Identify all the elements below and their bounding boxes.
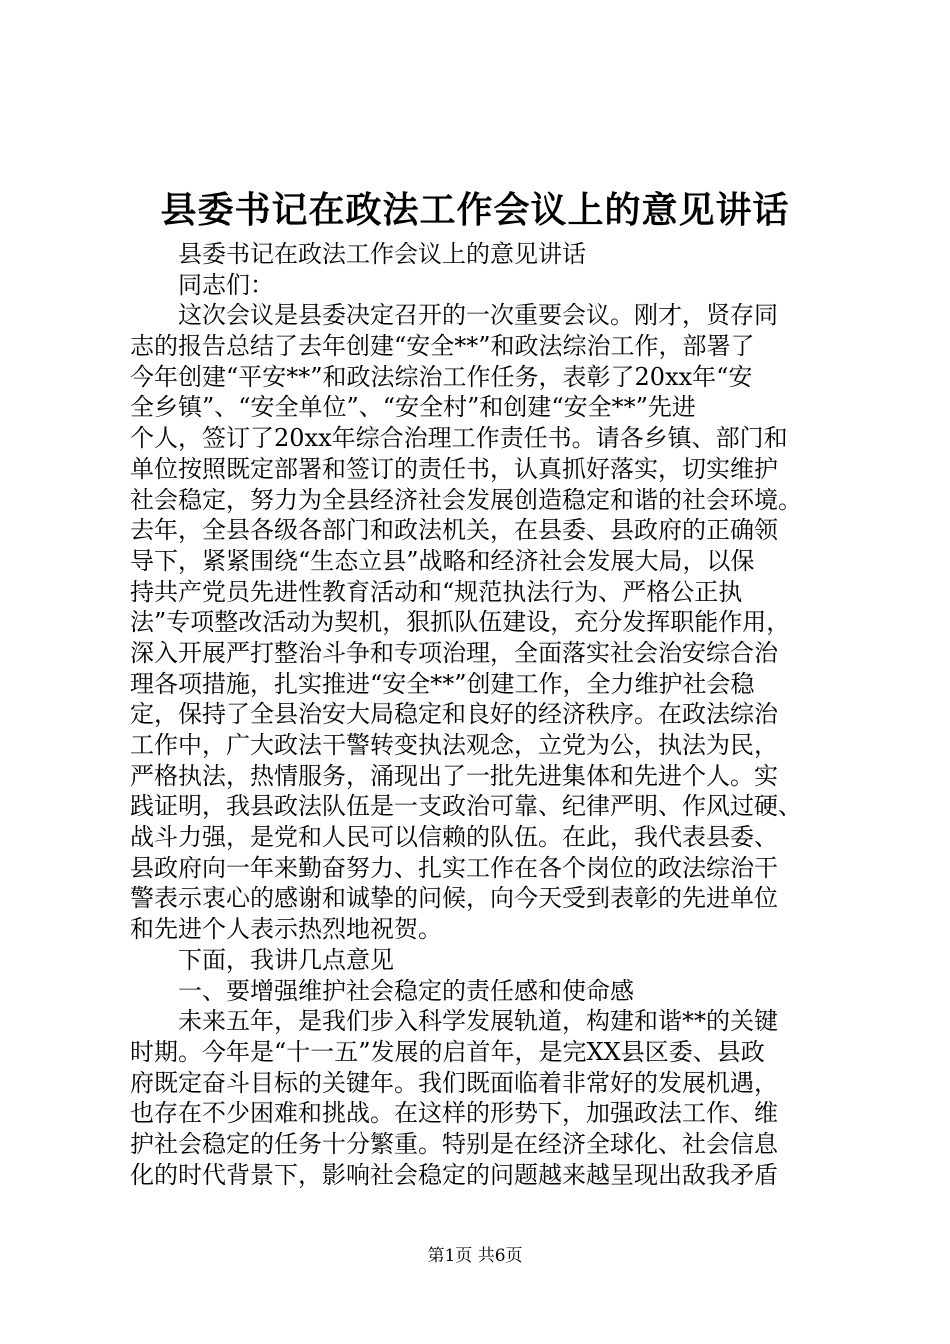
subtitle-line: 县委书记在政法工作会议上的意见讲话 (178, 240, 586, 268)
document-body (130, 239, 830, 1190)
paragraph-line: 法”专项整改活动为契机，狠抓队伍建设，充分发挥职能作用， (130, 608, 791, 637)
section-intro-line: 下面，我讲几点意见 (178, 945, 394, 974)
paragraph-line: 府既定奋斗目标的关键年。我们既面临着非常好的发展机遇， (130, 1068, 778, 1097)
paragraph-line: 践证明，我县政法队伍是一支政治可靠、纪律严明、作风过硬、 (130, 792, 802, 821)
paragraph-line: 导下，紧紧围绕“生态立县”战略和经济社会发展大局，以保 (130, 546, 755, 575)
paragraph-line: 县政府向一年来勤奋努力、扎实工作在各个岗位的政法综治干 (130, 853, 778, 882)
paragraph-line: 护社会稳定的任务十分繁重。特别是在经济全球化、社会信息 (130, 1129, 778, 1158)
paragraph-line: 个人，签订了20xx年综合治理工作责任书。请各乡镇、部门和 (130, 424, 788, 453)
paragraph-line: 今年创建“平安**”和政法综治工作任务，表彰了20xx年“安 (130, 362, 753, 391)
paragraph-line: 时期。今年是“十一五”发展的启首年，是完XX县区委、县政 (130, 1037, 765, 1066)
page-number-footer: 第1页 共6页 (427, 1246, 523, 1266)
paragraph-line: 定，保持了全县治安大局稳定和良好的经济秩序。在政法综治 (130, 700, 778, 729)
paragraph-line: 警表示衷心的感谢和诚挚的问候，向今天受到表彰的先进单位 (130, 884, 778, 913)
paragraph-line: 持共产党员先进性教育活动和“规范执法行为、严格公正执 (130, 577, 743, 606)
paragraph-line: 全乡镇”、“安全单位”、“安全村”和创建“安全**”先进 (130, 393, 696, 422)
paragraph-line: 志的报告总结了去年创建“安全**”和政法综治工作，部署了 (130, 332, 755, 361)
paragraph-line: 工作中，广大政法干警转变执法观念，立党为公，执法为民， (130, 731, 778, 759)
paragraph-line: 深入开展严打整治斗争和专项治理，全面落实社会治安综合治 (130, 638, 778, 667)
salutation-line: 同志们： (178, 270, 274, 299)
paragraph-line: 这次会议是县委决定召开的一次重要会议。刚才，贤存同 (178, 301, 778, 330)
paragraph-line: 战斗力强，是党和人民可以信赖的队伍。在此，我代表县委、 (130, 823, 778, 852)
paragraph-line: 单位按照既定部署和签订的责任书，认真抓好落实，切实维护 (130, 454, 778, 483)
paragraph-line: 和先进个人表示热烈地祝贺。 (130, 915, 442, 944)
section-heading-line: 一、要增强维护社会稳定的责任感和使命感 (178, 976, 634, 1005)
paragraph-line: 也存在不少困难和挑战。在这样的形势下，加强政法工作、维 (130, 1099, 778, 1128)
document-title: 县委书记在政法工作会议上的意见讲话 (160, 189, 790, 231)
paragraph-line: 化的时代背景下，影响社会稳定的问题越来越呈现出敌我矛盾 (130, 1160, 778, 1189)
paragraph-line: 理各项措施，扎实推进“安全**”创建工作，全力维护社会稳 (130, 669, 755, 698)
paragraph-line: 去年，全县各级各部门和政法机关，在县委、县政府的正确领 (130, 516, 778, 545)
paragraph-line: 社会稳定，努力为全县经济社会发展创造稳定和谐的社会环境。 (130, 485, 802, 514)
paragraph-line: 未来五年，是我们步入科学发展轨道，构建和谐**的关键 (178, 1007, 778, 1036)
paragraph-line: 严格执法，热情服务，涌现出了一批先进集体和先进个人。实 (130, 761, 778, 790)
